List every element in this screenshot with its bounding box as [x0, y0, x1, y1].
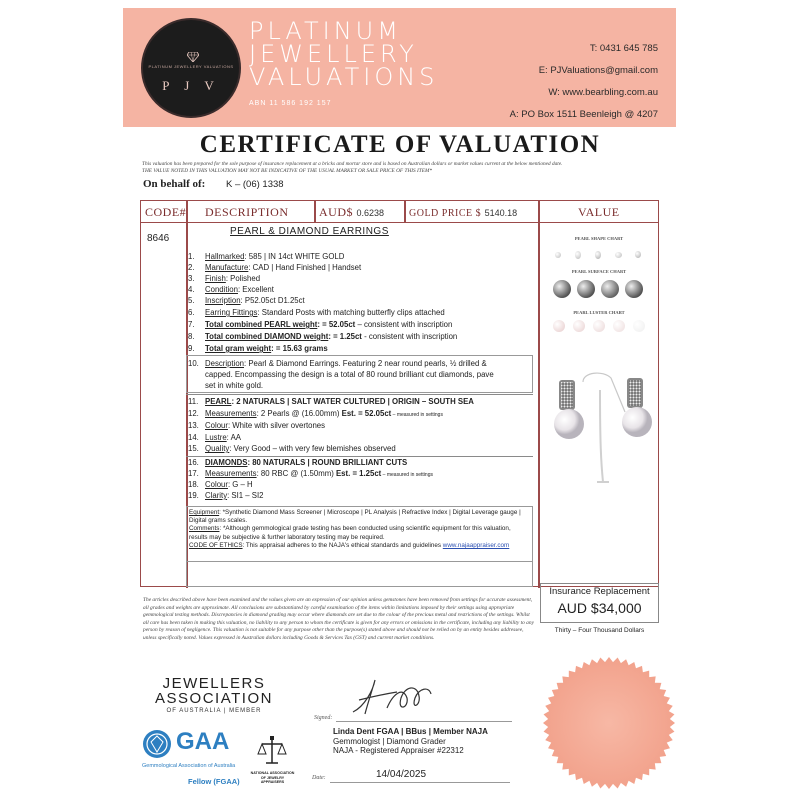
spec-line-7 [188, 320, 452, 329]
line-text: : Pearl & Diamond Earrings. Featuring 2 near round pearls, ½ drilled & [244, 359, 487, 368]
line-strong: : 2 NATURALS | SALT WATER CULTURED | ORIGIN – SOUTH SEA [231, 397, 474, 406]
pearl-swatch [595, 251, 601, 259]
pearl-swatch [635, 251, 641, 258]
spec-line-1 [188, 252, 344, 261]
line-number: 4. [188, 285, 195, 294]
line-label: Finish [205, 274, 226, 283]
column-divider [404, 201, 406, 223]
comments-label: Comments [189, 525, 220, 533]
pearl-swatch [573, 320, 585, 332]
line-text: : White with silver overtones [227, 421, 326, 430]
line-note: – measured in settings [391, 412, 443, 418]
line-number: 6. [188, 308, 195, 317]
spec-line-10 [188, 359, 487, 368]
line-label: Total gram weight [205, 344, 272, 353]
brand-name [249, 17, 439, 91]
equipment-text: : *Synthetic Diamond Mass Screener | Microscope | PL Analysis | Refractive Index | Digital Leverage gauge | Digital grams scales. [189, 509, 521, 525]
line-text: : 80 RBC @ (1.50mm) [256, 469, 336, 478]
pearl-swatch [613, 320, 625, 332]
line-text: – consistent with inscription [355, 320, 453, 329]
disclaimer-line: This valuation has been prepared for the sole purpose of insurance replacement at a bricks and mortar store and is based on Australian dollars or market values current at the below mentioned date. [142, 161, 563, 167]
spec-line-15 [188, 444, 396, 453]
table-header [141, 201, 658, 223]
line-text: : 585 | IN 14ct WHITE GOLD [244, 252, 345, 261]
spec-line-5 [188, 296, 305, 305]
earrings-photo [545, 372, 655, 484]
surface-chart-title: PEARL SURFACE CHART [571, 269, 627, 274]
line-label: Inscription [205, 296, 241, 305]
line-number: 8. [188, 332, 195, 341]
spec-line-2 [188, 263, 361, 272]
signatory-role: Gemmologist | Diamond Grader [333, 736, 446, 746]
gold-value: 5140.18 [484, 208, 518, 218]
spec-line-6 [188, 308, 445, 317]
email: E: PJValuations@gmail.com [538, 65, 658, 76]
spec-line-9 [188, 344, 328, 353]
gaa-logo [140, 727, 240, 787]
line-text: - consistent with inscription [361, 332, 458, 341]
legal-text: The articles described above have been examined and the values given are an expression of our opinion unless gemstones have been removed from settings for accurate assessment, all grades and weights are approximate. All conclusions are substantiated by careful examination of the items within limitations imposed by their settings using appropriate gemmological testing methods. Discrepancies in diamond grading may occur where diamonds are set due to the colour of the precious metal and restrictions of the settings. Whilst all care has been taken in making this valuation, no liability to any person to whom the certificate is given for any errors or omissions in the certificate, including any liability to any person by reason of negligence. This valuation is not suitable for any purpose other than the purpose(s) stated above and should not be relied on by an entity besides addressee, unless specifically noted. Values expressed in Australian dollars including Goods & Services Tax (GST) and current market conditions. [143, 597, 534, 641]
naja-text: NATIONAL ASSOCIATION OF JEWELRY APPRAISERS [250, 771, 295, 784]
line-label: Total combined DIAMOND weight [205, 332, 329, 341]
divider [186, 394, 533, 395]
line-text: : AA [226, 433, 241, 442]
code-header: CODE# [145, 205, 187, 219]
spec-line-11 [188, 397, 474, 406]
line-text: : CAD | Hand Finished | Handset [248, 263, 362, 272]
line-number: 3. [188, 274, 195, 283]
ja-line: JEWELLERS [162, 675, 266, 692]
ethics-note [189, 542, 529, 550]
gaa-emblem-icon [142, 729, 172, 759]
equipment-note [189, 509, 529, 525]
phone: T: 0431 645 785 [589, 43, 658, 54]
insurance-box [540, 583, 659, 623]
comments-note [189, 525, 529, 541]
line-label: Hallmarked [205, 252, 245, 261]
pearl-charts [541, 228, 657, 346]
signature [345, 676, 435, 720]
aud-value: 0.6238 [356, 208, 385, 218]
ethics-label: CODE OF ETHICS [189, 541, 243, 549]
line-note: – measured in settings [381, 472, 433, 478]
scales-icon [256, 735, 288, 767]
line-strong: : = 52.05ct [317, 320, 356, 329]
brand-line: VALUATIONS [249, 63, 439, 91]
gaa-subtitle: Gemmological Association of Australia [142, 763, 236, 769]
pearl-swatch [553, 320, 565, 332]
value-header: VALUE [578, 205, 620, 219]
spec-line-17 [188, 469, 433, 478]
pearl-swatch [575, 251, 581, 259]
gold-header [409, 205, 517, 220]
line-label: Earring Fittings [205, 308, 258, 317]
ethics-text: : This appraisal adheres to the NAJA's ethical standards and guidelines [242, 541, 443, 549]
gold-label: GOLD PRICE $ [409, 208, 482, 219]
line-label: Measurements [205, 469, 257, 478]
line-number: 11. [188, 397, 199, 406]
line-label: Manufacture [205, 263, 249, 272]
equipment-label: Equipment [189, 509, 220, 516]
spec-line-12 [188, 409, 443, 418]
line-number: 1. [188, 252, 195, 261]
pearl-swatch [633, 320, 645, 332]
line-number: 12. [188, 409, 199, 418]
line-strong: Est. = 1.25ct [335, 469, 382, 478]
logo [141, 18, 241, 118]
naja-logo [250, 735, 295, 790]
aud-label: AUD$ [319, 205, 353, 219]
line-strong: : = 1.25ct [328, 332, 362, 341]
ja-member: OF AUSTRALIA | MEMBER [166, 708, 262, 714]
line-label: Colour [205, 480, 228, 489]
line-number: 10. [188, 359, 199, 368]
certificate-title: CERTIFICATE OF VALUATION [199, 131, 601, 158]
line-number: 7. [188, 320, 195, 329]
column-divider [538, 201, 540, 588]
brand-line: PLATINUM [249, 17, 402, 45]
pearl-swatch [555, 252, 561, 258]
website: W: www.bearbling.com.au [548, 87, 658, 98]
line-label: Condition [205, 285, 238, 294]
letterhead [123, 8, 676, 127]
abn: ABN 11 586 192 157 [249, 100, 332, 107]
shape-chart-title: PEARL SHAPE CHART [574, 236, 624, 241]
gaa-text: GAA [176, 728, 230, 755]
spec-line-8 [188, 332, 457, 341]
insurance-value: AUD $34,000 [557, 600, 642, 616]
line-strong: Est. = 52.05ct [341, 409, 392, 418]
comments-text: : *Although gemmological grade testing has been conducted using scientific equipment for this valuation, results may be subjective & further laboratory testing may be required. [189, 525, 511, 541]
date-line [330, 782, 510, 783]
line-label: Quality [205, 444, 230, 453]
logo-initials: P J V [162, 78, 220, 93]
spec-line-13 [188, 421, 325, 430]
ethics-link[interactable]: www.najaappraiser.com [442, 541, 510, 549]
pearl-swatch [577, 280, 595, 298]
line-number: 19. [188, 491, 199, 500]
line-number: 15. [188, 444, 199, 453]
line-text: : Polished [225, 274, 261, 283]
spec-line-10-cont: set in white gold. [205, 381, 264, 390]
luster-chart-title: PEARL LUSTER CHART [573, 310, 625, 315]
line-label: Clarity [205, 491, 228, 500]
line-strong: : = 15.63 grams [271, 344, 328, 353]
date-label: Date: [312, 775, 326, 781]
line-label: DIAMONDS [205, 458, 248, 467]
line-text: : G – H [227, 480, 253, 489]
embossed-seal [541, 655, 677, 791]
line-text: : P52.05ct D1.25ct [240, 296, 305, 305]
spec-line-14 [188, 433, 241, 442]
pearl-swatch [615, 252, 622, 258]
date-value: 14/04/2025 [376, 769, 427, 780]
description-header: DESCRIPTION [205, 205, 289, 219]
line-label: PEARL [205, 397, 232, 406]
line-number: 5. [188, 296, 195, 305]
pearl-swatch [625, 280, 643, 298]
signatory-registration: NAJA - Registered Appraiser #22312 [333, 746, 464, 755]
brand-line: JEWELLERY [249, 40, 418, 68]
disclaimer [142, 161, 662, 175]
line-text: : Excellent [237, 285, 274, 294]
line-number: 9. [188, 344, 195, 353]
signatory-name: Linda Dent FGAA | BBus | Member NAJA [333, 727, 488, 736]
disclaimer-line: THE VALUE NOTED IN THIS VALUATION MAY NOT BE INDICATIVE OF THE USUAL MARKET OR SALE PRICE OF THIS ITEM* [142, 168, 433, 174]
line-label: Description [205, 359, 244, 368]
address: A: PO Box 1511 Beenleigh @ 4207 [509, 109, 658, 120]
gaa-fellow: Fellow (FGAA) [188, 777, 240, 786]
line-text: : Standard Posts with matching butterfly clips attached [257, 308, 445, 317]
spec-line-18 [188, 480, 253, 489]
behalf-value: K – (06) 1338 [226, 179, 284, 190]
behalf-label: On behalf of: [143, 178, 206, 190]
line-label: Colour [205, 421, 228, 430]
signature-line [336, 721, 512, 722]
pearl-swatch [601, 280, 619, 298]
line-number: 13. [188, 421, 199, 430]
line-strong: : 80 NATURALS | ROUND BRILLIANT CUTS [247, 458, 408, 467]
logo-small-text: PLATINUM JEWELLERY VALUATIONS [148, 64, 234, 69]
ja-line: ASSOCIATION [155, 690, 273, 707]
signed-label: Signed: [314, 715, 333, 721]
signatory [333, 727, 488, 756]
empty-box [186, 562, 533, 587]
line-number: 2. [188, 263, 195, 272]
line-text: : Very Good – with very few blemishes observed [229, 444, 396, 453]
spec-line-10-cont: capped. Encompassing the design is a total of 80 round brilliant cut diamonds, pave [205, 370, 494, 379]
aud-header [319, 205, 384, 220]
spec-line-19 [188, 491, 264, 500]
insurance-words: Thirty – Four Thousand Dollars [554, 627, 645, 634]
diamond-icon [187, 52, 199, 62]
item-title: PEARL & DIAMOND EARRINGS [230, 226, 389, 237]
spec-line-3 [188, 274, 260, 283]
line-label: Lustre [205, 433, 227, 442]
line-number: 16. [188, 458, 199, 467]
spec-line-16 [188, 458, 407, 467]
column-divider [314, 201, 316, 223]
jewellers-association-logo [144, 676, 284, 714]
divider [186, 456, 533, 457]
pearl-swatch [593, 320, 605, 332]
insurance-label: Insurance Replacement [549, 586, 650, 597]
contact-block [510, 38, 658, 126]
line-text: : 2 Pearls @ (16.00mm) [256, 409, 342, 418]
notes [189, 509, 529, 550]
line-number: 17. [188, 469, 199, 478]
line-number: 14. [188, 433, 199, 442]
spec-line-4 [188, 285, 274, 294]
line-text: : SI1 – SI2 [227, 491, 264, 500]
line-label: Measurements [205, 409, 257, 418]
line-number: 18. [188, 480, 199, 489]
item-code: 8646 [147, 233, 170, 244]
pearl-swatch [553, 280, 571, 298]
line-label: Total combined PEARL weight [205, 320, 318, 329]
